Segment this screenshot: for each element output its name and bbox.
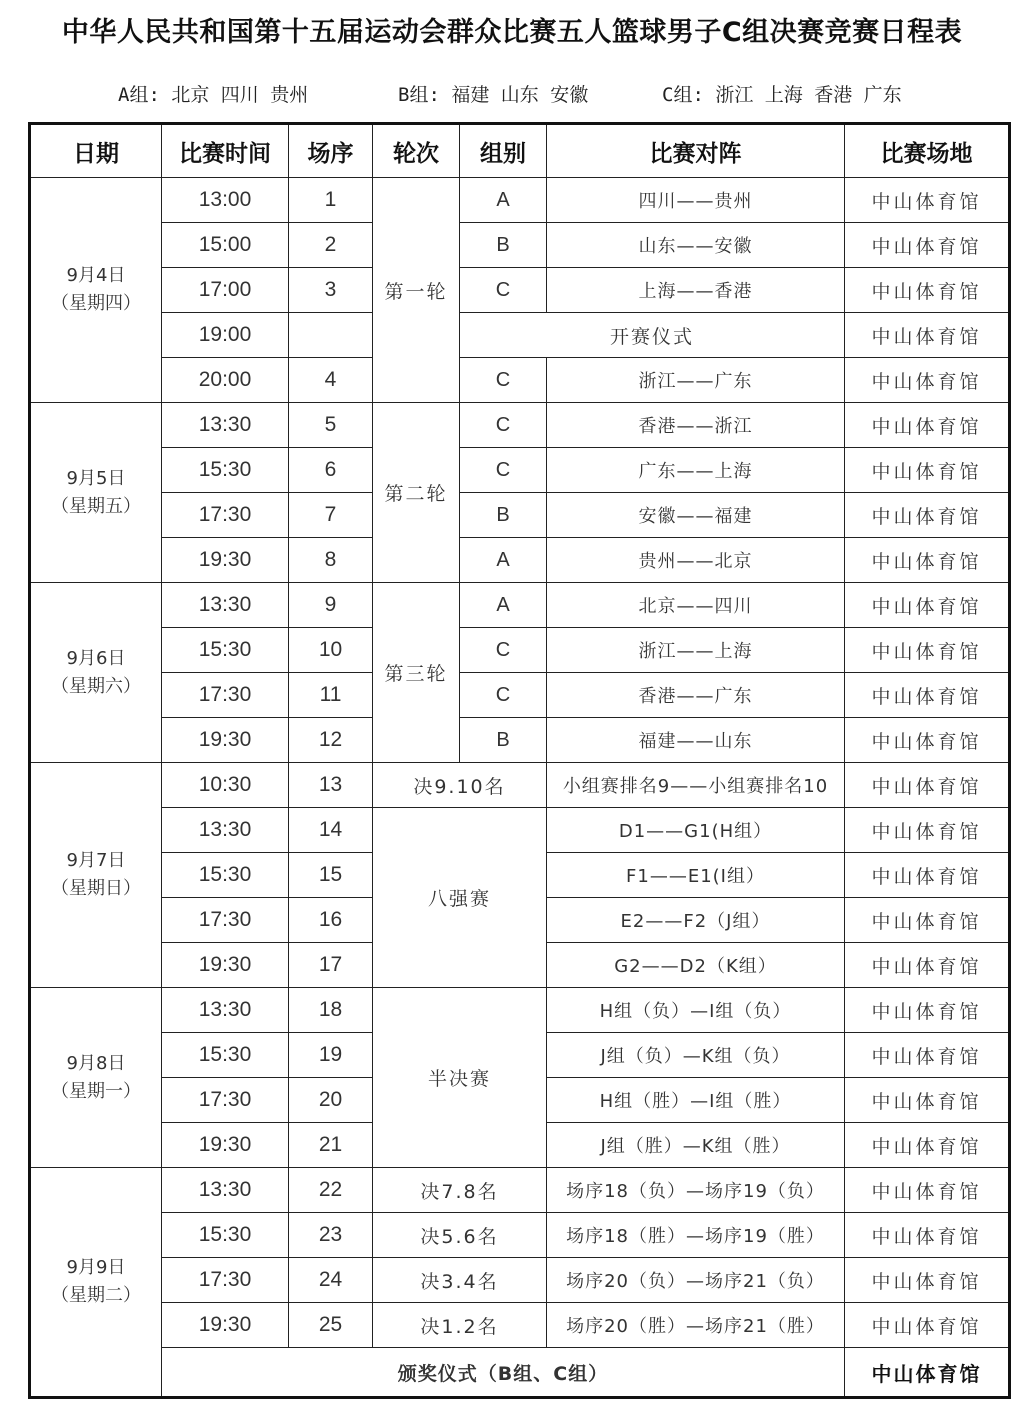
venue-cell: 中山体育馆 [845,403,1010,448]
date-cell [30,763,162,988]
table-row [30,673,1010,718]
venue-cell: 中山体育馆 [845,583,1010,628]
seq-cell: 19 [289,1033,373,1078]
match-cell: E2——F2（J组） [547,898,845,943]
time-cell: 17:30 [162,1258,289,1303]
venue-cell: 中山体育馆 [845,493,1010,538]
seq-cell: 7 [289,493,373,538]
match-cell: H组（胜）—I组（胜） [547,1078,845,1123]
time-cell: 15:30 [162,853,289,898]
group-cell: A [460,178,547,223]
venue-cell: 中山体育馆 [845,358,1010,403]
venue-cell: 中山体育馆 [845,898,1010,943]
group-cell: C [460,268,547,313]
venue-cell: 中山体育馆 [845,718,1010,763]
round-cell: 第一轮 [373,178,460,403]
match-cell: 上海——香港 [547,268,845,313]
table-row [30,313,1010,358]
group-cell: B [460,718,547,763]
group-c-teams: C组: 浙江 上海 香港 广东 [662,84,902,106]
table-row [30,583,1010,628]
seq-cell: 8 [289,538,373,583]
venue-cell: 中山体育馆 [845,268,1010,313]
header-venue: 比赛场地 [845,124,1010,178]
table-row [30,448,1010,493]
time-cell: 15:00 [162,223,289,268]
match-cell: 四川——贵州 [547,178,845,223]
header-date: 日期 [30,124,162,178]
venue-cell: 中山体育馆 [845,628,1010,673]
time-cell: 19:00 [162,313,289,358]
match-cell: 场序20（胜）—场序21（胜） [547,1303,845,1348]
venue-cell: 中山体育馆 [845,448,1010,493]
date-weekday: （星期一） [51,1080,141,1102]
time-cell: 17:30 [162,493,289,538]
seq-cell: 3 [289,268,373,313]
venue-cell: 中山体育馆 [845,943,1010,988]
date-day: 9月7日 [66,850,126,871]
seq-cell: 14 [289,808,373,853]
time-cell: 13:30 [162,583,289,628]
group-cell: C [460,628,547,673]
date-weekday: （星期二） [51,1285,141,1306]
venue-cell: 中山体育馆 [845,1168,1010,1213]
venue-cell: 中山体育馆 [845,763,1010,808]
match-cell: 香港——浙江 [547,403,845,448]
seq-cell: 17 [289,943,373,988]
table-row [30,1213,1010,1258]
group-b-teams: B组: 福建 山东 安徽 [398,84,589,106]
venue-cell: 中山体育馆 [845,1033,1010,1078]
time-cell: 19:30 [162,943,289,988]
group-cell: C [460,403,547,448]
time-cell: 19:30 [162,718,289,763]
page-title: 中华人民共和国第十五届运动会群众比赛五人篮球男子C组决赛竞赛日程表 [61,17,963,48]
seq-cell: 4 [289,358,373,403]
time-cell: 13:30 [162,988,289,1033]
opening-ceremony-cell: 开赛仪式 [460,313,845,358]
time-cell: 17:30 [162,898,289,943]
seq-cell: 16 [289,898,373,943]
match-cell: F1——E1(I组） [547,853,845,898]
time-cell: 15:30 [162,448,289,493]
award-row [30,1348,1010,1398]
table-row [30,358,1010,403]
date-cell [30,403,162,583]
time-cell: 13:00 [162,178,289,223]
seq-cell: 15 [289,853,373,898]
venue-cell: 中山体育馆 [845,538,1010,583]
seq-cell: 11 [289,673,373,718]
time-cell: 10:30 [162,763,289,808]
time-cell: 17:00 [162,268,289,313]
table-row [30,538,1010,583]
group-cell: C [460,448,547,493]
table-row [30,988,1010,1033]
time-cell: 13:30 [162,808,289,853]
match-cell: 福建——山东 [547,718,845,763]
seq-cell: 6 [289,448,373,493]
header-time: 比赛时间 [162,124,289,178]
round-cell: 第二轮 [373,403,460,583]
table-row [30,1258,1010,1303]
match-cell: 贵州——北京 [547,538,845,583]
seq-cell: 13 [289,763,373,808]
match-cell: 场序18（负）—场序19（负） [547,1168,845,1213]
group-cell: B [460,223,547,268]
venue-cell: 中山体育馆 [845,808,1010,853]
match-cell: G2——D2（K组） [547,943,845,988]
group-cell: C [460,673,547,718]
seq-cell: 22 [289,1168,373,1213]
date-cell [30,1168,162,1398]
time-cell: 15:30 [162,1033,289,1078]
date-weekday: （星期五） [51,495,141,517]
venue-cell: 中山体育馆 [845,313,1010,358]
table-row [30,763,1010,808]
header-seq: 场序 [289,124,373,178]
venue-cell: 中山体育馆 [845,223,1010,268]
time-cell: 19:30 [162,1303,289,1348]
time-cell: 13:30 [162,1168,289,1213]
match-cell: H组（负）—I组（负） [547,988,845,1033]
match-cell: D1——G1(H组） [547,808,845,853]
match-cell: 香港——广东 [547,673,845,718]
match-cell: 小组赛排名9——小组赛排名10 [547,763,845,808]
date-weekday: （星期日） [51,878,141,899]
date-day: 9月5日 [66,467,126,489]
date-cell [30,583,162,763]
match-cell: 场序20（负）—场序21（负） [547,1258,845,1303]
award-ceremony-cell: 颁奖仪式（B组、C组） [162,1348,845,1398]
round-cell: 八强赛 [373,808,547,988]
group-cell: C [460,358,547,403]
match-cell: 广东——上海 [547,448,845,493]
time-cell: 20:00 [162,358,289,403]
date-day: 9月6日 [66,647,126,669]
venue-cell: 中山体育馆 [845,178,1010,223]
header-round: 轮次 [373,124,460,178]
table-row [30,223,1010,268]
match-cell: 浙江——广东 [547,358,845,403]
seq-cell: 1 [289,178,373,223]
round-cell: 决9.10名 [373,763,547,808]
seq-cell: 2 [289,223,373,268]
match-cell: 浙江——上海 [547,628,845,673]
schedule-table [28,122,1011,1399]
seq-cell: 23 [289,1213,373,1258]
group-cell: A [460,538,547,583]
match-cell: 山东——安徽 [547,223,845,268]
table-row [30,403,1010,448]
time-cell: 19:30 [162,1123,289,1168]
table-row [30,178,1010,223]
seq-cell: 5 [289,403,373,448]
table-row [30,268,1010,313]
seq-cell: 10 [289,628,373,673]
round-cell: 半决赛 [373,988,547,1168]
time-cell: 15:30 [162,1213,289,1258]
seq-cell: 18 [289,988,373,1033]
table-row [30,1303,1010,1348]
venue-cell: 中山体育馆 [845,853,1010,898]
venue-cell: 中山体育馆 [845,673,1010,718]
date-day: 9月8日 [66,1052,126,1074]
seq-cell: 12 [289,718,373,763]
group-cell: A [460,583,547,628]
venue-cell: 中山体育馆 [845,1078,1010,1123]
match-cell: 场序18（胜）—场序19（胜） [547,1213,845,1258]
header-match: 比赛对阵 [547,124,845,178]
table-row [30,808,1010,853]
seq-cell: 25 [289,1303,373,1348]
date-cell [30,988,162,1168]
group-a-teams: A组: 北京 四川 贵州 [118,84,309,106]
table-row [30,493,1010,538]
match-cell: J组（负）—K组（负） [547,1033,845,1078]
round-cell: 决7.8名 [373,1168,547,1213]
date-cell [30,178,162,403]
round-cell: 决5.6名 [373,1213,547,1258]
round-cell: 决1.2名 [373,1303,547,1348]
date-weekday: （星期四） [51,293,141,314]
time-cell: 17:30 [162,1078,289,1123]
award-venue-cell: 中山体育馆 [845,1348,1010,1398]
match-cell: 北京——四川 [547,583,845,628]
venue-cell: 中山体育馆 [845,1213,1010,1258]
date-day: 9月4日 [66,265,126,286]
group-cell: B [460,493,547,538]
seq-cell: 9 [289,583,373,628]
time-cell: 15:30 [162,628,289,673]
time-cell: 19:30 [162,538,289,583]
match-cell: 安徽——福建 [547,493,845,538]
seq-cell: 24 [289,1258,373,1303]
table-row [30,1168,1010,1213]
header-row [30,124,1010,178]
time-cell: 17:30 [162,673,289,718]
seq-cell [289,313,373,358]
venue-cell: 中山体育馆 [845,1123,1010,1168]
table-row [30,628,1010,673]
venue-cell: 中山体育馆 [845,1303,1010,1348]
date-day: 9月9日 [66,1257,126,1278]
seq-cell: 21 [289,1123,373,1168]
table-row [30,718,1010,763]
venue-cell: 中山体育馆 [845,988,1010,1033]
match-cell: J组（胜）—K组（胜） [547,1123,845,1168]
header-group: 组别 [460,124,547,178]
seq-cell: 20 [289,1078,373,1123]
round-cell: 决3.4名 [373,1258,547,1303]
venue-cell: 中山体育馆 [845,1258,1010,1303]
round-cell: 第三轮 [373,583,460,763]
time-cell: 13:30 [162,403,289,448]
date-weekday: （星期六） [51,675,141,697]
